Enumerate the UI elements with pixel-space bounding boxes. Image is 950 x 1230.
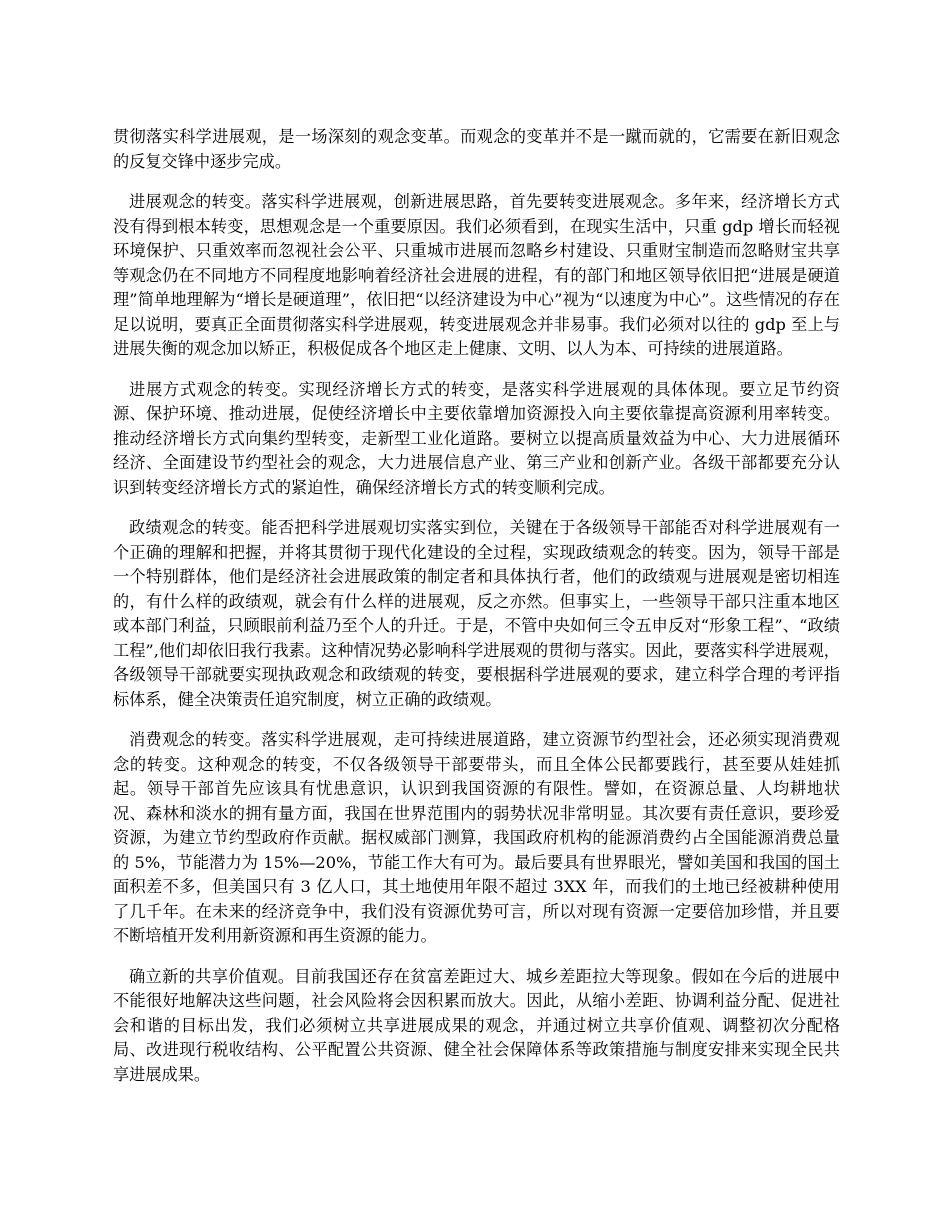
paragraph-performance-concept: 政绩观念的转变。能否把科学进展观切实落实到位，关键在于各级领导干部能否对科学进展观有一个正确的理解和把握，并将其贯彻于现代化建设的全过程，实现政绩观念的转变。因为，领导干部是一个特别群体，他们是经济社会进展政策的制定者和具体执行者，他们的政绩观与进展观是密切相连的，有什么样的政绩观，就会有什么样的进展观，反之亦然。但事实上，一些领导干部只注重本地区或本部门利益，只顾眼前利益乃至个人的升迁。于是，不管中央如何三令五申反对“形象工程”、“政绩工程”,他们却依旧我行我素。这种情况势必影响科学进展观的贯彻与落实。因此，要落实科学进展观，各级领导干部就要实现执政观念和政绩观的转变，要根据科学进展观的要求，建立科学合理的考评指标体系，健全决策责任追究制度，树立正确的政绩观。 xyxy=(113,518,840,709)
paragraph-intro: 贯彻落实科学进展观，是一场深刻的观念变革。而观念的变革并不是一蹴而就的，它需要在新旧观念的反复交锋中逐步完成。 xyxy=(113,127,840,171)
paragraph-shared-values: 确立新的共享价值观。目前我国还存在贫富差距过大、城乡差距拉大等现象。假如在今后的进展中不能很好地解决这些问题，社会风险将会因积累而放大。因此，从缩小差距、协调利益分配、促进社会和谐的目标出发，我们必须树立共享进展成果的观念，并通过树立共享价值观、调整初次分配格局、改进现行税收结构、公平配置公共资源、健全社会保障体系等政策措施与制度安排来实现全民共享进展成果。 xyxy=(113,966,840,1084)
paragraph-consumption-concept: 消费观念的转变。落实科学进展观，走可持续进展道路，建立资源节约型社会，还必须实现消费观念的转变。这种观念的转变，不仅各级领导干部要带头，而且全体公民都要践行，甚至要从娃娃抓起。领导干部首先应该具有忧患意识，认识到我国资源的有限性。譬如，在资源总量、人均耕地状况、森林和淡水的拥有量方面，我国在世界范围内的弱势状况非常明显。其次要有责任意识，要珍爱资源，为建立节约型政府作贡献。据权威部门测算，我国政府机构的能源消费约占全国能源消费总量的 5%，节能潜力为 15%—20%，节能工作大有可为。最后要具有世界眼光，譬如美国和我国的国土面积差不多，但美国只有 3 亿人口，其土地使用年限不超过 3XX 年，而我们的土地已经被耕种使用了几千年。在未来的经济竞争中，我们没有资源优势可言，所以对现有资源一定要倍加珍惜，并且要不断培植开发利用新资源和再生资源的能力。 xyxy=(113,730,840,945)
document-body xyxy=(113,125,840,1103)
paragraph-development-concept: 进展观念的转变。落实科学进展观，创新进展思路，首先要转变进展观念。多年来，经济增长方式没有得到根本转变，思想观念是一个重要原因。我们必须看到，在现实生活中，只重 gdp 增长而轻视环境保护、只重效率而忽视社会公平、只重城市进展而忽略乡村建设、只重财宝制造而忽略财宝共享等观念仍在不同地方不同程度地影响着经济社会进展的进程，有的部门和地区领导依旧把“进展是硬道理”简单地理解为“增长是硬道理”，依旧把“以经济建设为中心”视为“以速度为中心”。这些情况的存在足以说明，要真正全面贯彻落实科学进展观，转变进展观念并非易事。我们必须对以往的 gdp 至上与进展失衡的观念加以矫正，积极促成各个地区走上健康、文明、以人为本、可持续的进展道路。 xyxy=(113,192,840,358)
paragraph-development-mode: 进展方式观念的转变。实现经济增长方式的转变，是落实科学进展观的具体体现。要立足节约资源、保护环境、推动进展，促使经济增长中主要依靠增加资源投入向主要依靠提高资源利用率转变。推动经济增长方式向集约型转变，走新型工业化道路。要树立以提高质量效益为中心、大力进展循环经济、全面建设节约型社会的观念，大力进展信息产业、第三产业和创新产业。各级干部都要充分认识到转变经济增长方式的紧迫性，确保经济增长方式的转变顺利完成。 xyxy=(113,379,840,497)
